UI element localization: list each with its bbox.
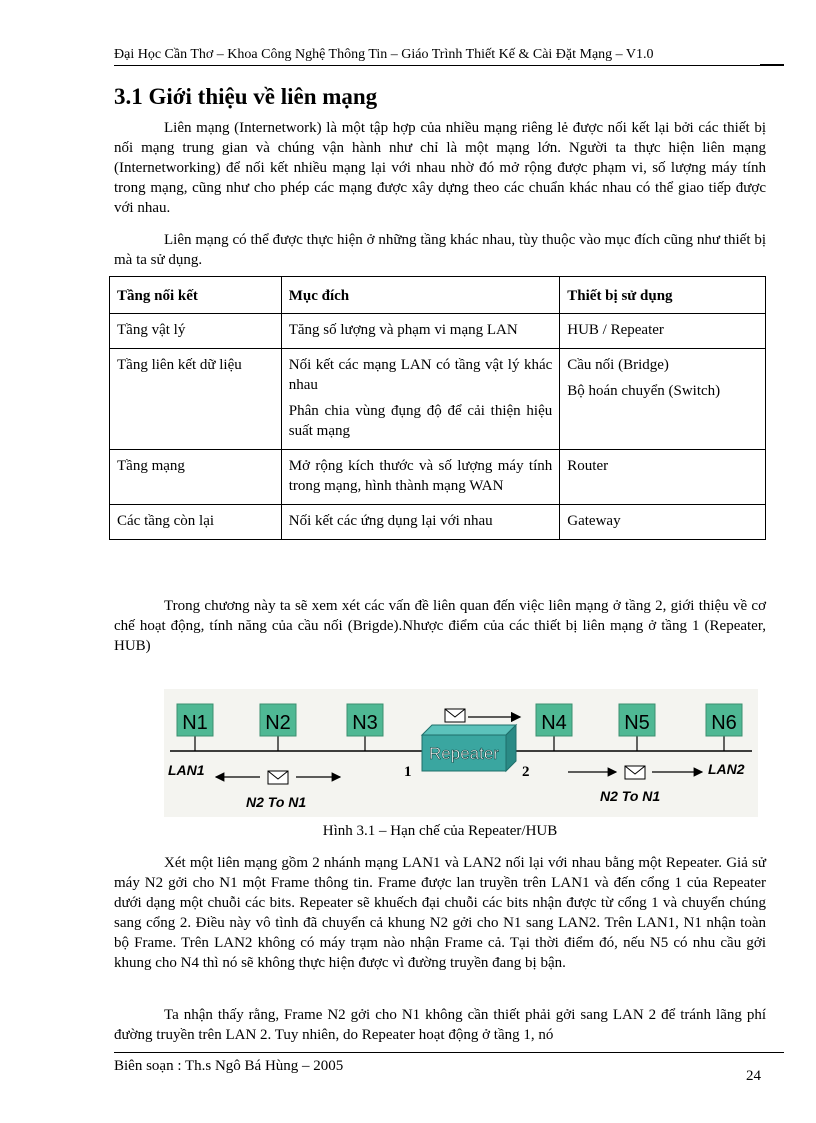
table-row <box>110 349 766 450</box>
device-text: Bộ hoán chuyển (Switch) <box>567 383 721 399</box>
purpose-text: Tăng số lượng và phạm vi mạng LAN <box>288 322 518 338</box>
table-row <box>110 314 766 349</box>
envelope-icon <box>268 771 288 784</box>
purpose-text: Nối kết các ứng dụng lại với nhau <box>288 513 493 529</box>
paragraph-example: Xét một liên mạng gồm 2 nhánh mạng LAN1 và LAN2 nối lại với nhau bằng một Repeater. Giả sử máy N2 gởi cho N1 một Frame thông tin. Frame được lan truyền trên LAN1 và đến cổng 1 của Repeater dưới dạng một chuỗi các bits. Repeater sẽ khuếch đại chuỗi các bits nhận được từ cổng 1 và chuyển chúng sang cổng 2. Điều này vô tình đã chuyển cả khung N2 gởi cho N1 sang LAN2. Trên LAN1, N1 nhận toàn bộ Frame. Trên LAN2 không có máy trạm nào nhận Frame cả. Tại thời điểm đó, nếu N5 có nhu cầu gởi khung cho N4 thì nó sẽ không thực hiện được vì đường truyền đang bị bận. <box>114 855 766 971</box>
table-cell-layer: Các tầng còn lại <box>110 505 282 540</box>
device-text: Router <box>567 458 609 474</box>
port-2-label: 2 <box>522 764 530 780</box>
node-n4 <box>536 704 572 736</box>
table-row <box>110 450 766 505</box>
table-cell-purpose <box>281 505 560 540</box>
table-cell-devices <box>560 349 766 450</box>
table-cell-purpose <box>281 349 560 450</box>
repeater-box <box>422 725 516 771</box>
repeater-diagram <box>164 689 758 817</box>
table-header-row <box>110 277 766 314</box>
node-n6 <box>706 704 742 736</box>
table-header-purpose: Mục đích <box>281 277 560 314</box>
internetworking-table <box>109 276 766 540</box>
table-cell-layer: Tầng mạng <box>110 450 282 505</box>
table-row <box>110 505 766 540</box>
frame-label-right: N2 To N1 <box>600 788 661 804</box>
table-cell-purpose <box>281 450 560 505</box>
header-rule <box>114 65 784 66</box>
lan2-label: LAN2 <box>708 761 745 777</box>
section-title: 3.1 Giới thiệu về liên mạng <box>114 84 378 109</box>
table-cell-purpose <box>281 314 560 349</box>
table-header-devices: Thiết bị sử dụng <box>560 277 766 314</box>
node-n1 <box>177 704 213 736</box>
svg-text:Repeater: Repeater <box>429 744 499 763</box>
svg-text:N3: N3 <box>352 712 378 734</box>
page-number: 24 <box>746 1068 761 1084</box>
svg-text:N5: N5 <box>624 712 650 734</box>
node-n2 <box>260 704 296 736</box>
svg-text:N4: N4 <box>541 712 567 734</box>
purpose-text: Nối kết các mạng LAN có tầng vật lý khác nhau <box>288 357 553 393</box>
node-n5 <box>619 704 655 736</box>
device-text: HUB / Repeater <box>567 322 664 338</box>
table-header-layer: Tầng nối kết <box>110 277 282 314</box>
footer-rule <box>114 1052 784 1053</box>
table-cell-devices <box>560 505 766 540</box>
envelope-icon <box>625 766 645 779</box>
paragraph-conclusion: Ta nhận thấy rằng, Frame N2 gởi cho N1 không cần thiết phải gởi sang LAN 2 để tránh lãng phí đường truyền trên LAN 2. Tuy nhiên, do Repeater hoạt động ở tầng 1, nó <box>114 1007 766 1043</box>
table-cell-layer: Tầng vật lý <box>110 314 282 349</box>
device-text: Cầu nối (Bridge) <box>567 357 669 373</box>
running-header: Đại Học Cần Thơ – Khoa Công Nghệ Thông Tin – Giáo Trình Thiết Kế & Cài Đặt Mạng – V1.0 <box>114 47 654 62</box>
lan1-label: LAN1 <box>168 762 205 778</box>
device-text: Gateway <box>567 513 621 529</box>
table-cell-devices <box>560 314 766 349</box>
paragraph-layers: Liên mạng có thể được thực hiện ở những tầng khác nhau, tùy thuộc vào mục đích cũng như thiết bị mà ta sử dụng. <box>114 232 766 268</box>
figure-caption: Hình 3.1 – Hạn chế của Repeater/HUB <box>322 823 558 839</box>
svg-text:N2: N2 <box>265 712 291 734</box>
header-rule-accent <box>760 64 784 66</box>
table-cell-devices <box>560 450 766 505</box>
port-1-label: 1 <box>404 764 412 780</box>
node-n3 <box>347 704 383 736</box>
purpose-text: Phân chia vùng đụng độ để cải thiện hiệu suất mạng <box>288 403 553 439</box>
frame-label-left: N2 To N1 <box>246 794 307 810</box>
envelope-icon <box>445 709 465 722</box>
svg-text:N6: N6 <box>711 712 737 734</box>
paragraph-intro: Liên mạng (Internetwork) là một tập hợp của nhiều mạng riêng lẻ được nối kết lại bởi các thiết bị nối mạng trung gian và chúng vận hành như chỉ là một mạng lớn. Người ta thực hiện liên mạng (Internetworking) để nối kết nhiều mạng lại với nhau nhờ đó mở rộng được phạm vi, số lượng máy tính trong mạng, cũng như cho phép các mạng được xây dựng theo các chuẩn khác nhau có thể giao tiếp được với nhau. <box>114 120 766 216</box>
footer-author: Biên soạn : Th.s Ngô Bá Hùng – 2005 <box>114 1058 344 1074</box>
paragraph-chapter: Trong chương này ta sẽ xem xét các vấn đề liên quan đến việc liên mạng ở tầng 2, giới thiệu về cơ chế hoạt động, tính năng của cầu nối (Brigde).Nhược điểm của các thiết bị liên mạng ở tầng 1 (Repeater, HUB) <box>114 598 766 654</box>
purpose-text: Mở rộng kích thước và số lượng máy tính trong mạng, hình thành mạng WAN <box>288 458 553 494</box>
svg-text:N1: N1 <box>182 712 208 734</box>
table-cell-layer: Tầng liên kết dữ liệu <box>110 349 282 450</box>
